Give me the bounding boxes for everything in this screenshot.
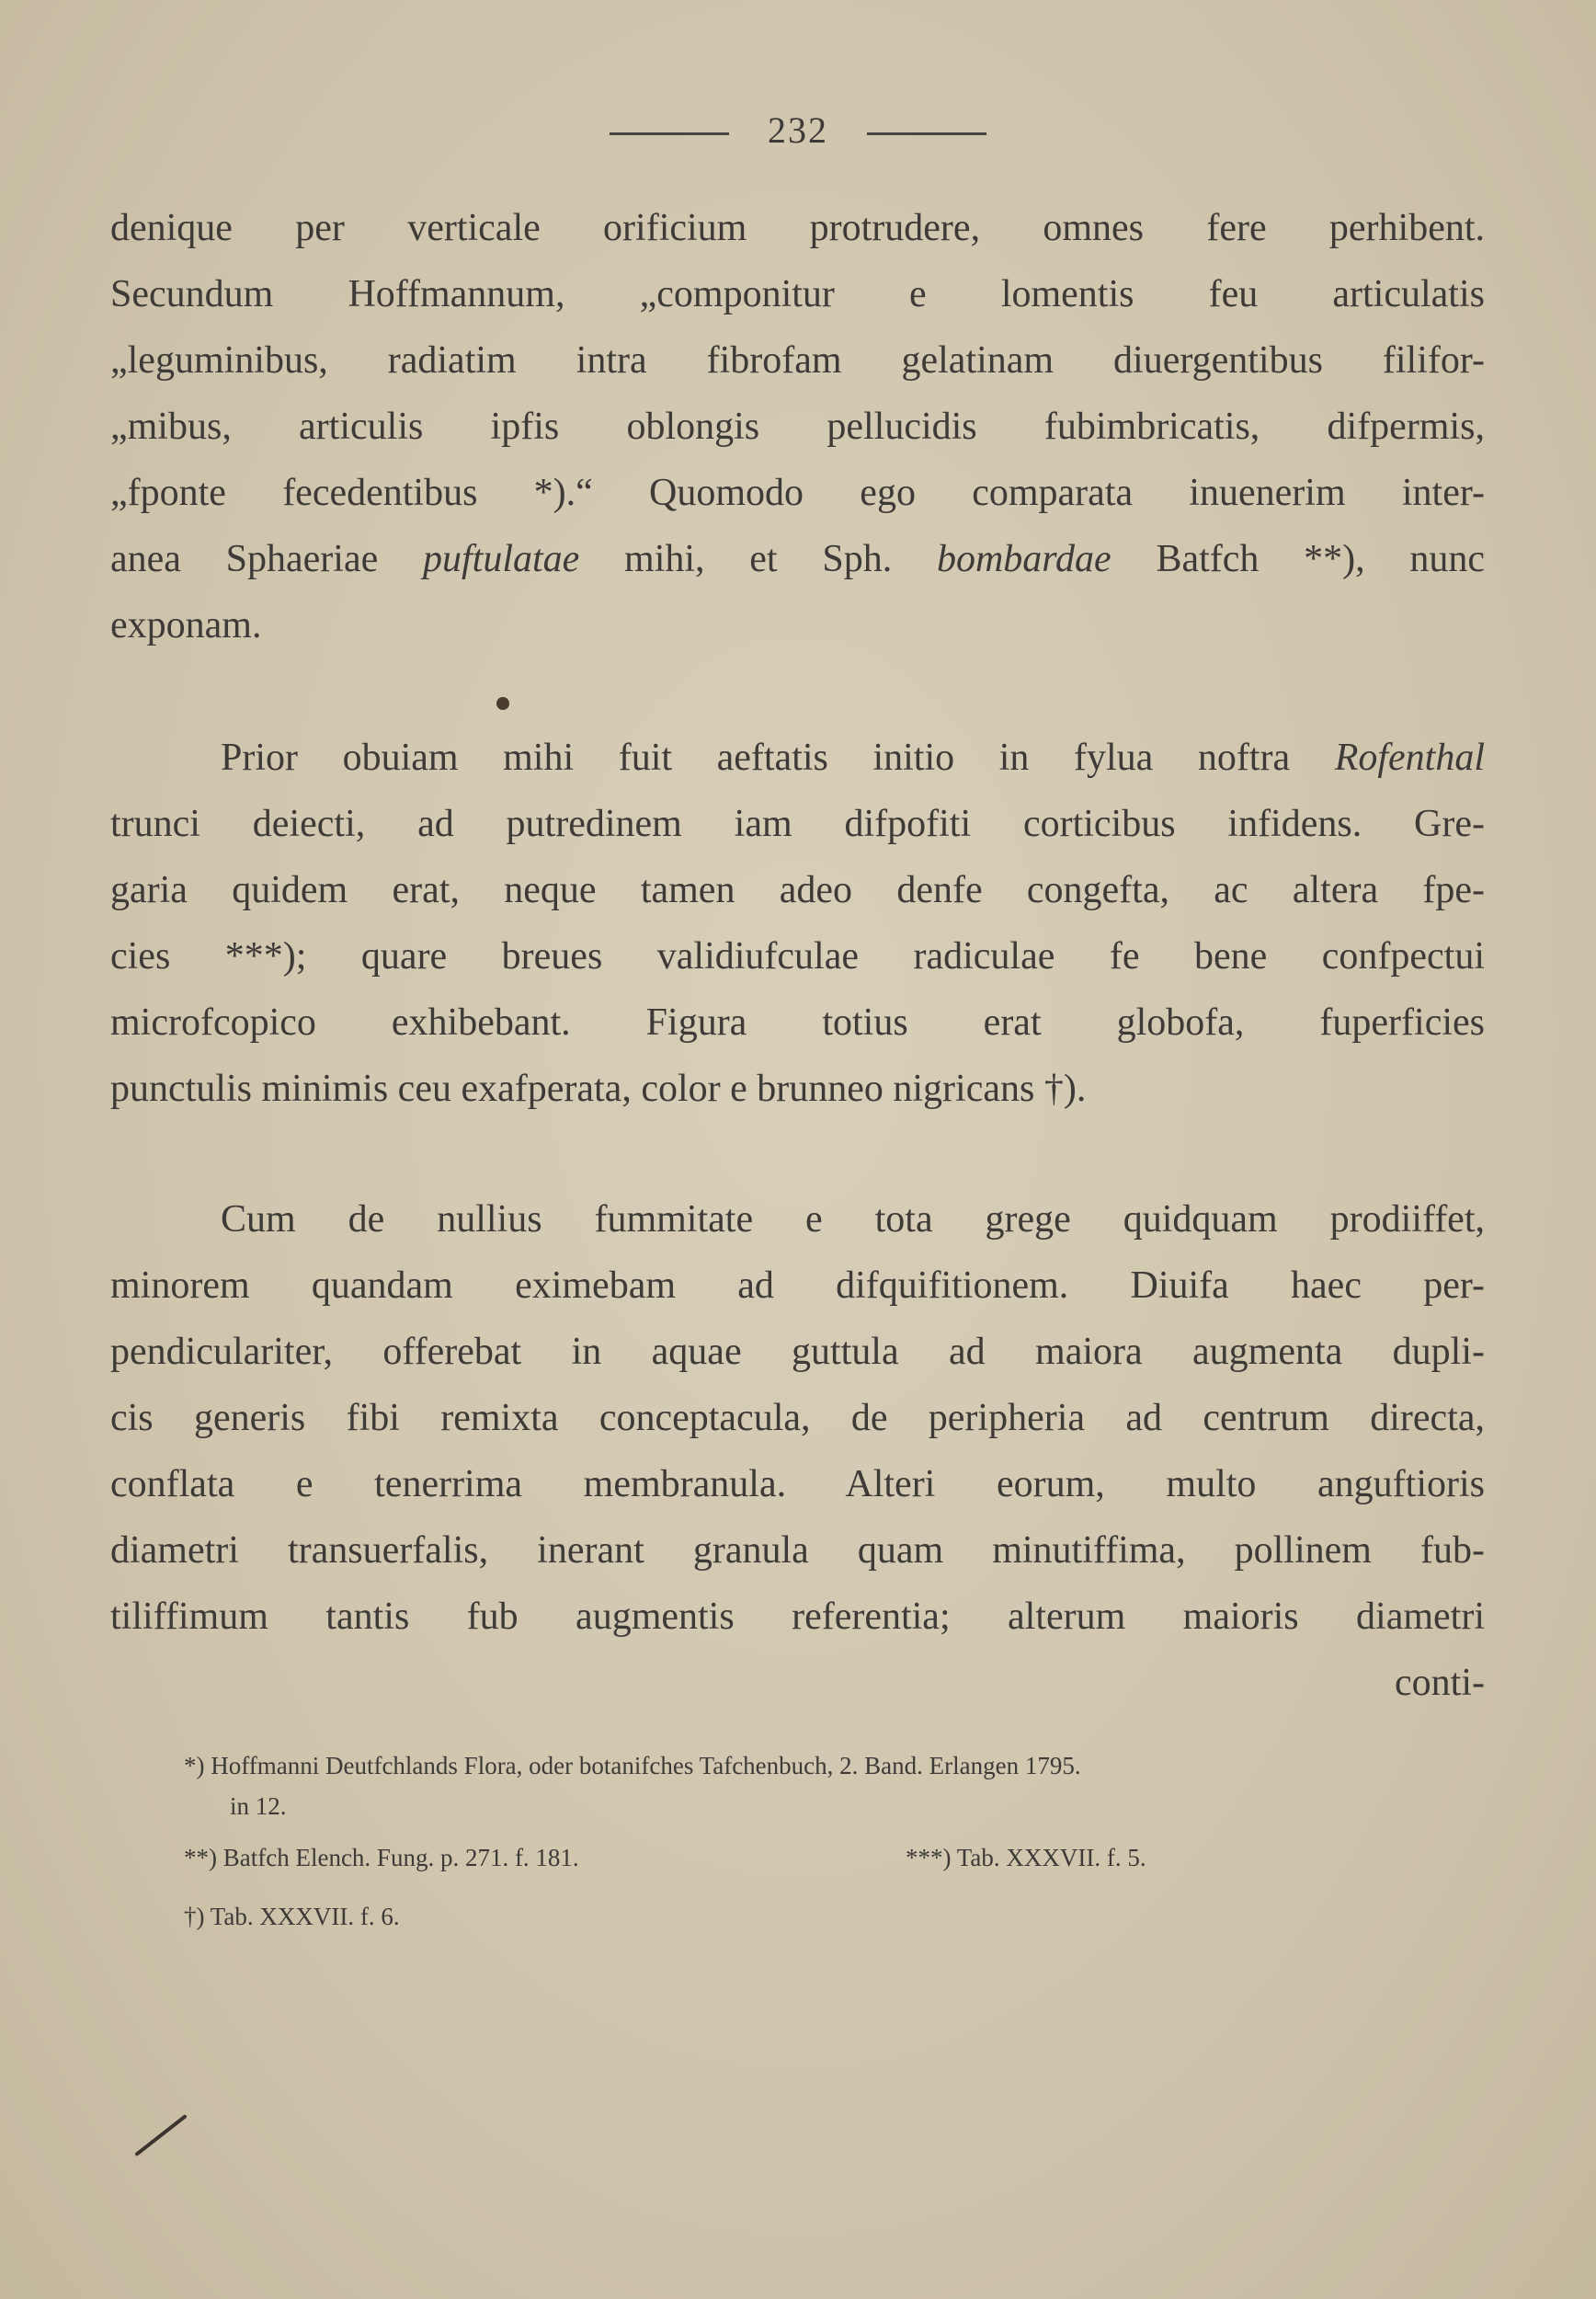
text-line: pendiculariter, offerebat in aquae guttula ad maiora augmenta dupli-	[110, 1331, 1485, 1373]
text-segment: Batfch **), nunc	[1111, 538, 1485, 580]
text-line: tiliffimum tantis fub augmentis referentia; alterum maioris diametri	[110, 1596, 1485, 1638]
text-line: Secundum Hoffmannum, „componitur e lomentis feu articulatis	[110, 273, 1485, 315]
text-line: denique per verticale orificium protrudere, omnes fere perhibent.	[110, 207, 1485, 249]
footnote: *) Hoffmanni Deutfchlands Flora, oder botanifches Tafchenbuch, 2. Band. Erlangen 1795.	[184, 1752, 1081, 1779]
header-rule-left	[610, 132, 729, 135]
text-line: minorem quandam eximebam ad difquifitionem. Diuifa haec per-	[110, 1264, 1485, 1307]
text-segment: Prior obuiam mihi fuit aeftatis initio in fylua noftra	[221, 737, 1335, 779]
text-line: diametri transuerfalis, inerant granula quam minutiffima, pollinem fub-	[110, 1529, 1485, 1572]
header-rule-right	[867, 132, 986, 135]
text-line: „leguminibus, radiatim intra fibrofam gelatinam diuergentibus filifor-	[110, 339, 1485, 382]
italic-place-name: Rofenthal	[1334, 737, 1485, 779]
italic-species-name: puftulatae	[422, 538, 580, 580]
text-line-paragraph-start	[221, 732, 1485, 783]
footnote: **) Batfch Elench. Fung. p. 271. f. 181.	[184, 1844, 579, 1871]
catchword: conti-	[1395, 1662, 1485, 1704]
text-line-paragraph-start: Cum de nullius fummitate e tota grege quidquam prodiiffet,	[221, 1198, 1485, 1241]
text-segment: anea Sphaeriae	[110, 538, 423, 580]
footnote: †) Tab. XXXVII. f. 6.	[184, 1903, 400, 1930]
text-line: trunci deiecti, ad putredinem iam difpofiti corticibus infidens. Gre-	[110, 803, 1485, 845]
footnote-continuation: in 12.	[230, 1792, 287, 1820]
text-line: cis generis fibi remixta conceptacula, de peripheria ad centrum directa,	[110, 1397, 1485, 1439]
text-line: garia quidem erat, neque tamen adeo denfe congefta, ac altera fpe-	[110, 869, 1485, 911]
ink-stroke	[134, 2114, 188, 2156]
text-line: „fponte fecedentibus *).“ Quomodo ego comparata inuenerim inter-	[110, 472, 1485, 514]
text-segment: mihi, et Sph.	[579, 538, 937, 580]
text-line: cies ***); quare breues validiufculae radiculae fe bene confpectui	[110, 935, 1485, 978]
text-line: punctulis minimis ceu exafperata, color e brunneo nigricans †).	[110, 1068, 1087, 1110]
text-line: microfcopico exhibebant. Figura totius erat globofa, fuperficies	[110, 1001, 1485, 1044]
italic-species-name: bombardae	[936, 538, 1112, 580]
text-line: „mibus, articulis ipfis oblongis pellucidis fubimbricatis, difpermis,	[110, 406, 1485, 448]
text-line: conflata e tenerrima membranula. Alteri eorum, multo anguftioris	[110, 1463, 1485, 1505]
text-line-italic-names	[110, 533, 1485, 585]
footnote: ***) Tab. XXXVII. f. 5.	[906, 1844, 1146, 1871]
page-header	[0, 109, 1596, 152]
text-line: exponam.	[110, 604, 262, 646]
page-number: 232	[768, 109, 828, 151]
ink-spot	[496, 697, 509, 710]
